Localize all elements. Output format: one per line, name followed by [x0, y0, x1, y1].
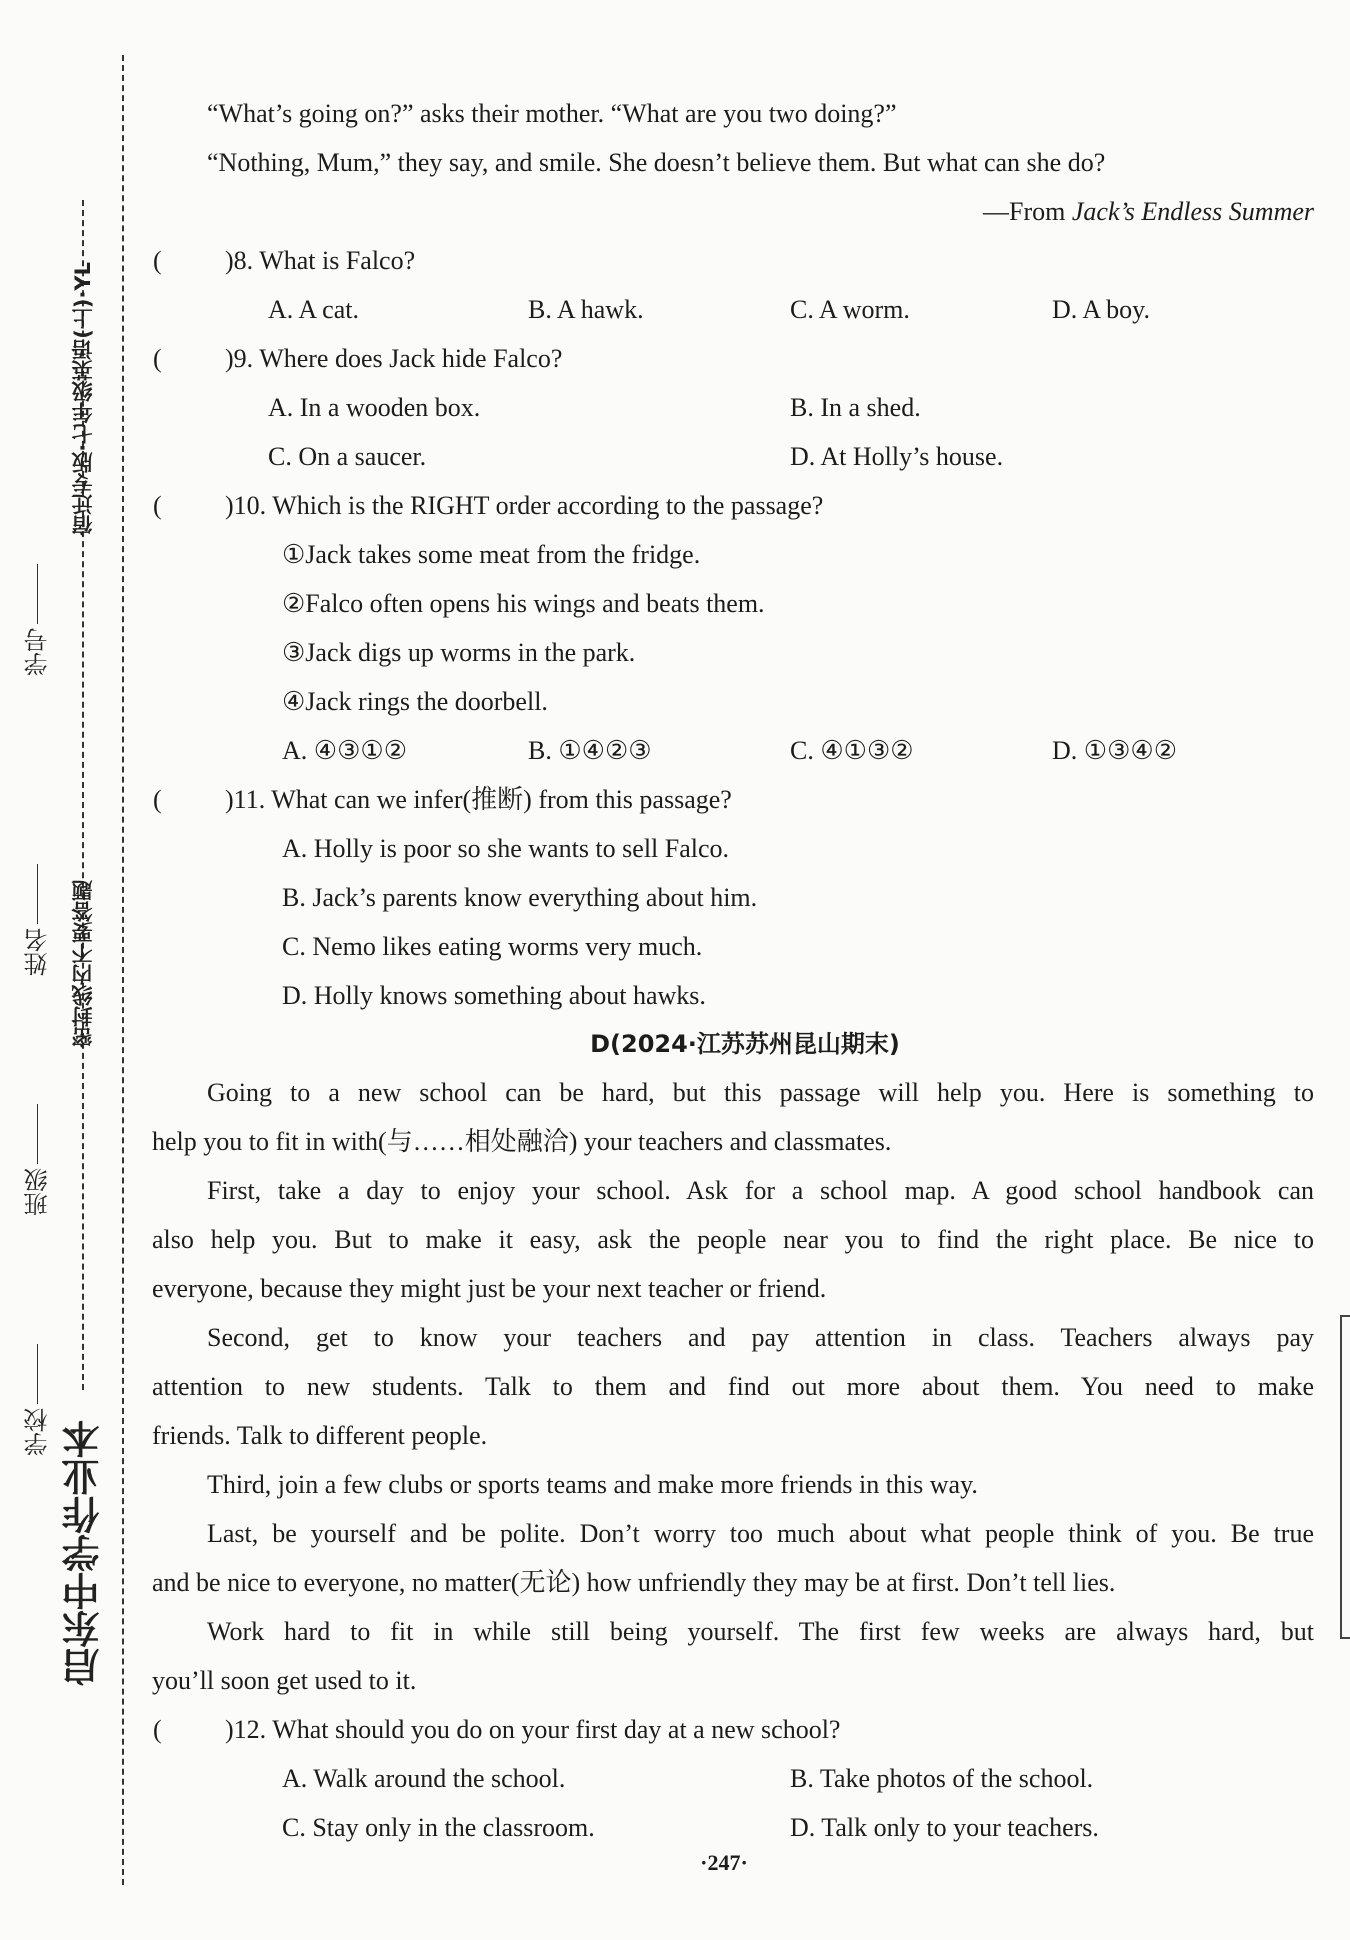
answer-paren-q12[interactable]: (	[153, 1715, 162, 1744]
adjacent-page-edge	[1336, 0, 1350, 1940]
question-stem-q8: )8. What is Falco?	[225, 246, 416, 275]
name-blank[interactable]	[38, 864, 39, 924]
answer-paren-q8[interactable]: (	[153, 246, 162, 275]
school-blank[interactable]	[38, 1344, 39, 1404]
event-2: ②Falco often opens his wings and beats them.	[282, 589, 765, 618]
passage-line-2: help you to fit in with(与……相处融洽) your teachers and classmates.	[152, 1127, 892, 1156]
option-q10-c[interactable]: C. ④①③②	[790, 736, 914, 765]
page-number: ·247·	[700, 1850, 748, 1875]
passage-line-9: Third, join a few clubs or sports teams and make more friends in this way.	[207, 1470, 978, 1499]
story-source	[983, 195, 1314, 229]
seal-note: 密封线内不要答题	[71, 880, 95, 1048]
question-stem-q11: )11. What can we infer(推断) from this passage?	[225, 785, 732, 814]
section-d-heading: D(2024·江苏苏州昆山期末)	[590, 1030, 900, 1058]
passage-line-6: Second, get to know your teachers and pay attention in class. Teachers always pay	[207, 1323, 1314, 1352]
option-q8-a[interactable]: A. A cat.	[268, 295, 359, 324]
class-field	[20, 1100, 55, 1216]
source-prefix: —From	[983, 197, 1072, 226]
event-1: ①Jack takes some meat from the fridge.	[282, 540, 701, 569]
id-label: 学号	[24, 628, 52, 676]
question-stem-q10: )10. Which is the RIGHT order according to the passage?	[225, 491, 824, 520]
option-q8-c[interactable]: C. A worm.	[790, 295, 910, 324]
class-blank[interactable]	[38, 1104, 39, 1164]
option-q11-c[interactable]: C. Nemo likes eating worms very much.	[282, 932, 703, 961]
passage-line-11: and be nice to everyone, no matter(无论) how unfriendly they may be at first. Don’t tell lies.	[152, 1568, 1116, 1597]
event-4: ④Jack rings the doorbell.	[282, 687, 548, 716]
option-q11-d[interactable]: D. Holly knows something about hawks.	[282, 981, 706, 1010]
answer-paren-q10[interactable]: (	[153, 491, 162, 520]
passage-line-4: also help you. But to make it easy, ask the people near you to find the right place. Be nice to	[152, 1225, 1314, 1254]
passage-line-5: everyone, because they might just be your next teacher or friend.	[152, 1274, 827, 1303]
story-line-1: “What’s going on?” asks their mother. “What are you two doing?”	[207, 99, 897, 128]
option-q8-b[interactable]: B. A hawk.	[528, 295, 644, 324]
id-field	[20, 560, 55, 676]
school-field	[20, 1340, 55, 1456]
option-q10-d[interactable]: D. ①③④②	[1052, 736, 1178, 765]
question-stem-q9: )9. Where does Jack hide Falco?	[225, 344, 563, 373]
passage-line-1: Going to a new school can be hard, but this passage will help you. Here is something to	[207, 1078, 1314, 1107]
publisher-title: 启东中学作业本	[62, 1420, 106, 1686]
option-q9-b[interactable]: B. In a shed.	[790, 393, 921, 422]
answer-paren-q9[interactable]: (	[153, 344, 162, 373]
option-q9-a[interactable]: A. In a wooden box.	[268, 393, 481, 422]
class-label: 班级	[24, 1168, 52, 1216]
source-title: Jack’s Endless Summer	[1071, 197, 1314, 226]
passage-line-7: attention to new students. Talk to them and find out more about them. You need to make	[152, 1372, 1314, 1401]
option-q9-d[interactable]: D. At Holly’s house.	[790, 442, 1004, 471]
option-q8-d[interactable]: D. A boy.	[1052, 295, 1150, 324]
option-q12-b[interactable]: B. Take photos of the school.	[790, 1764, 1094, 1793]
option-q9-c[interactable]: C. On a saucer.	[268, 442, 427, 471]
passage-line-10: Last, be yourself and be polite. Don’t worry too much about what people think of you. Be true	[207, 1519, 1314, 1548]
passage-line-3: First, take a day to enjoy your school. Ask for a school map. A good school handbook can	[207, 1176, 1314, 1205]
passage-line-8: friends. Talk to different people.	[152, 1421, 488, 1450]
story-line-2: “Nothing, Mum,” they say, and smile. She doesn’t believe them. But what can she do?	[207, 148, 1106, 177]
seal-dashed-line-outer	[122, 55, 124, 1885]
option-q11-b[interactable]: B. Jack’s parents know everything about him.	[282, 883, 758, 912]
option-q12-d[interactable]: D. Talk only to your teachers.	[790, 1813, 1099, 1842]
option-q11-a[interactable]: A. Holly is poor so she wants to sell Falco.	[282, 834, 730, 863]
question-stem-q12: )12. What should you do on your first day at a new school?	[225, 1715, 841, 1744]
event-3: ③Jack digs up worms in the park.	[282, 638, 636, 667]
option-q12-a[interactable]: A. Walk around the school.	[282, 1764, 566, 1793]
passage-line-12: Work hard to fit in while still being yourself. The first few weeks are always hard, but	[207, 1617, 1314, 1646]
option-q10-b[interactable]: B. ①④②③	[528, 736, 652, 765]
id-blank[interactable]	[38, 564, 39, 624]
school-label: 学校	[24, 1408, 52, 1456]
option-q12-c[interactable]: C. Stay only in the classroom.	[282, 1813, 595, 1842]
adjacent-page-box	[1340, 1315, 1350, 1639]
answer-paren-q11[interactable]: (	[153, 785, 162, 814]
name-field	[20, 860, 55, 976]
edition-label: 宿迁专版·七年级英语(上)·YL	[71, 262, 95, 536]
option-q10-a[interactable]: A. ④③①②	[282, 736, 408, 765]
passage-line-13: you’ll soon get used to it.	[152, 1666, 417, 1695]
binding-margin	[0, 0, 140, 1940]
name-label: 姓名	[24, 928, 52, 976]
